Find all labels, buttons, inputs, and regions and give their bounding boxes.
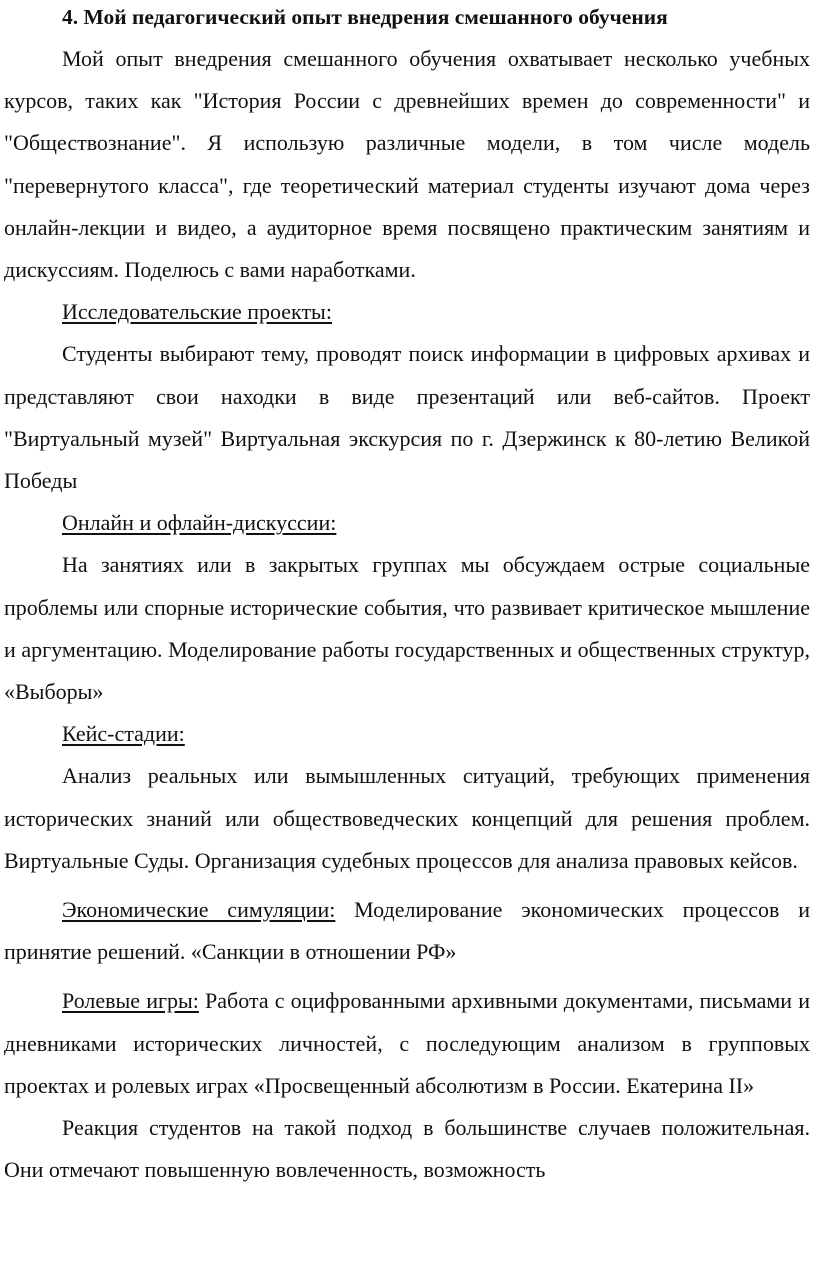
roleplay-title: Ролевые игры: [62,988,199,1014]
roleplay-paragraph [4,980,810,1107]
cases-paragraph: Анализ реальных или вымышленных ситуаций, требующих применения исторических знаний или обществоведческих концепций для решения проблем. Виртуальные Суды. Организация судебных процессов для анализа правовых кейсов. [4,763,810,873]
section-heading: 4. Мой педагогический опыт внедрения смешанного обучения [62,5,668,29]
research-title: Исследовательские проекты: [62,299,332,325]
economics-paragraph [4,889,810,973]
cases-title: Кейс-стадии: [62,721,185,747]
research-title-line [4,291,810,333]
roleplay-text: Работа с оцифрованными архивными документами, письмами и дневниками исторических личностей, с последующим анализом в групповых проектах и ролевых играх «Просвещенный абсолютизм в России. Екатерина II» [4,988,810,1098]
economics-title: Экономические симуляции: [62,897,336,923]
economics-text: Моделирование экономических процессов и принятие решений. «Санкции в отношении РФ» [4,897,811,965]
conclusion-paragraph: Реакция студентов на такой подход в большинстве случаев положительная. Они отмечают повышенную вовлеченность, возможность [4,1115,810,1183]
discussions-title-line [4,502,810,544]
discussions-title: Онлайн и офлайн-дискуссии: [62,510,337,536]
intro-paragraph: Мой опыт внедрения смешанного обучения охватывает несколько учебных курсов, таких как "История России с древнейших времен до современности" и "Обществознание". Я использую различные модели, в том числе модель "перевернутого класса", где теоретический материал студенты изучают дома через онлайн-лекции и видео, а аудиторное время посвящено практическим занятиям и дискуссиям. Поделюсь с вами наработками. [4,46,810,283]
discussions-paragraph: На занятиях или в закрытых группах мы обсуждаем острые социальные проблемы или спорные исторические события, что развивает критическое мышление и аргументацию. Моделирование работы государственных и общественных структур, «Выборы» [4,552,810,705]
research-paragraph: Студенты выбирают тему, проводят поиск информации в цифровых архивах и представляют свои находки в виде презентаций или веб-сайтов. Проект "Виртуальный музей" Виртуальная экскурсия по г. Дзержинск к 80-летию Великой Победы [4,341,810,494]
cases-title-line [4,713,810,755]
